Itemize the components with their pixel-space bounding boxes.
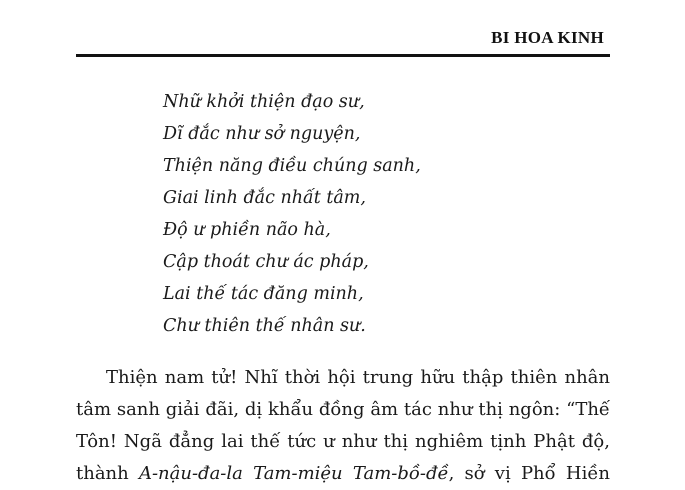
paragraph-line — [76, 458, 610, 490]
verse-line: Giai linh đắc nhất tâm, — [163, 188, 366, 208]
paragraph-text: , sở vị Phổ Hiền — [448, 463, 610, 484]
verse-line: Độ ư phiền não hà, — [163, 220, 331, 240]
verse-line: Dĩ đắc như sở nguyện, — [163, 124, 361, 144]
body-paragraph — [76, 362, 610, 490]
verse-line: Cập thoát chư ác pháp, — [163, 252, 369, 272]
verse-line: Lai thế tác đăng minh, — [163, 284, 364, 304]
verse-line: Nhữ khởi thiện đạo sư, — [163, 92, 365, 112]
verse-block — [163, 86, 421, 342]
paragraph-line: Tôn! Ngã đẳng lai thế tức ư như thị nghiêm tịnh Phật độ, — [76, 431, 610, 452]
running-head-title: BI HOA KINH — [491, 28, 604, 47]
verse-line: Chư thiên thế nhân sư. — [163, 316, 366, 336]
verse-line: Thiện năng điều chúng sanh, — [163, 156, 421, 176]
paragraph-text: thành — [76, 463, 139, 484]
page-header — [76, 28, 610, 57]
paragraph-line: Thiện nam tử! Nhĩ thời hội trung hữu thập thiên nhân — [106, 367, 610, 388]
paragraph-line: tâm sanh giải đãi, dị khẩu đồng âm tác như thị ngôn: “Thế — [76, 399, 610, 420]
italic-term: A-nậu-đa-la Tam-miệu Tam-bồ-đề — [138, 463, 449, 484]
